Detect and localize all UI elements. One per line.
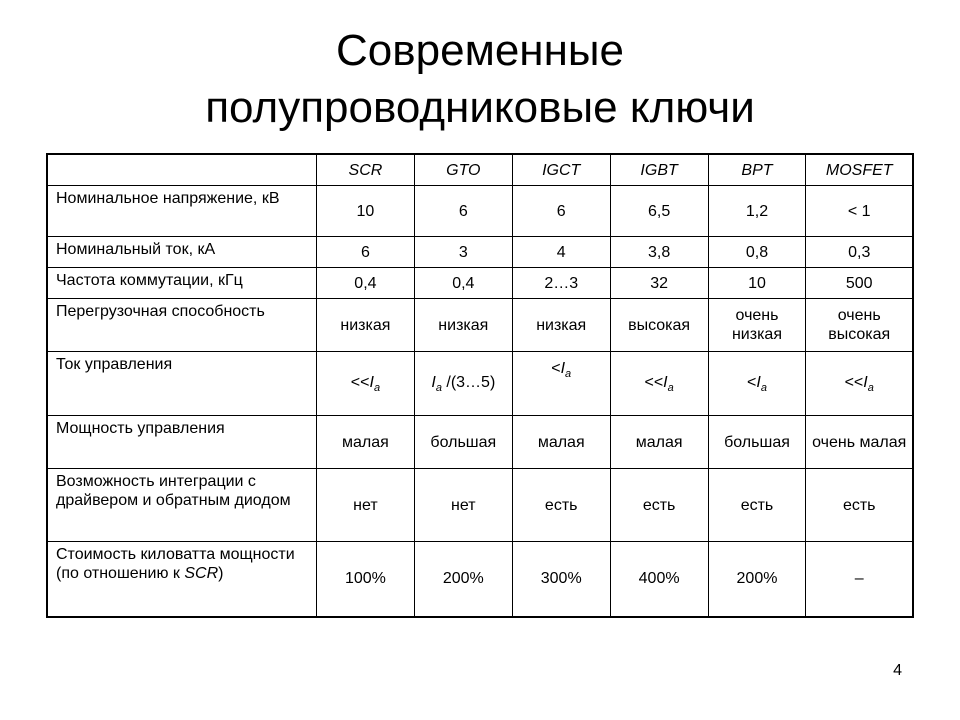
table-cell: 200% xyxy=(708,542,806,617)
column-header-mosfet: MOSFET xyxy=(806,154,913,186)
table-cell: низкая xyxy=(316,299,414,352)
table-cell: 6 xyxy=(414,186,512,237)
table-cell: есть xyxy=(708,469,806,542)
table-cell: очень высокая xyxy=(806,299,913,352)
table-cell: 300% xyxy=(512,542,610,617)
row-label: Перегрузочная способность xyxy=(47,299,316,352)
table-cell: малая xyxy=(316,416,414,469)
table-row-control-current xyxy=(47,352,913,416)
table-cell: нет xyxy=(316,469,414,542)
column-header-bpt: BPT xyxy=(708,154,806,186)
slide-title-line-1: Современные xyxy=(336,26,624,75)
column-header-scr: SCR xyxy=(316,154,414,186)
table-cell: 2…3 xyxy=(512,268,610,299)
row-label: Ток управления xyxy=(47,352,316,416)
table-cell: 10 xyxy=(316,186,414,237)
table-cell: – xyxy=(806,542,913,617)
table-cell: $<I_a$ xyxy=(708,352,806,416)
comparison-table-container xyxy=(46,153,914,618)
row-label: Номинальный ток, кА xyxy=(47,237,316,268)
table-cell: 0,4 xyxy=(316,268,414,299)
table-cell: 6 xyxy=(512,186,610,237)
table-cell: 100% xyxy=(316,542,414,617)
table-cell: $<<I_a$ xyxy=(610,352,708,416)
row-label: Возможность интеграции с драйвером и обратным диодом xyxy=(47,469,316,542)
table-cell: 4 xyxy=(512,237,610,268)
table-cell: большая xyxy=(414,416,512,469)
table-cell: 1,2 xyxy=(708,186,806,237)
table-cell: есть xyxy=(512,469,610,542)
table-cell: 0,8 xyxy=(708,237,806,268)
slide-title-line-2: полупроводниковые ключи xyxy=(205,83,755,132)
table-cell: 6,5 xyxy=(610,186,708,237)
table-cell: высокая xyxy=(610,299,708,352)
table-cell: 10 xyxy=(708,268,806,299)
table-cell: $I_a$ /(3…5) xyxy=(414,352,512,416)
table-cell: 0,3 xyxy=(806,237,913,268)
table-cell: < 1 xyxy=(806,186,913,237)
row-label: Номинальное напряжение, кВ xyxy=(47,186,316,237)
table-row-cost xyxy=(47,542,913,617)
table-cell: 3,8 xyxy=(610,237,708,268)
table-cell: есть xyxy=(806,469,913,542)
row-label: Мощность управления xyxy=(47,416,316,469)
table-cell: 500 xyxy=(806,268,913,299)
column-header-igct: IGCT xyxy=(512,154,610,186)
table-cell: нет xyxy=(414,469,512,542)
table-row-current xyxy=(47,237,913,268)
table-cell: очень малая xyxy=(806,416,913,469)
table-cell: большая xyxy=(708,416,806,469)
table-cell: низкая xyxy=(512,299,610,352)
table-cell: $<<I_a$ xyxy=(806,352,913,416)
slide-title xyxy=(0,22,960,136)
table-row-voltage xyxy=(47,186,913,237)
header-row xyxy=(47,154,913,186)
column-header-gto: GTO xyxy=(414,154,512,186)
table-cell: 32 xyxy=(610,268,708,299)
table-row-frequency xyxy=(47,268,913,299)
table-cell: $<<I_a$ xyxy=(316,352,414,416)
table-cell: $<I_a$ xyxy=(512,352,610,416)
page-number: 4 xyxy=(893,662,902,679)
table-cell: низкая xyxy=(414,299,512,352)
table-row-integration xyxy=(47,469,913,542)
table-cell: малая xyxy=(610,416,708,469)
comparison-table xyxy=(46,153,914,618)
row-label: Частота коммутации, кГц xyxy=(47,268,316,299)
table-cell: очень низкая xyxy=(708,299,806,352)
table-cell: 400% xyxy=(610,542,708,617)
table-cell: 3 xyxy=(414,237,512,268)
table-cell: 6 xyxy=(316,237,414,268)
table-cell: 200% xyxy=(414,542,512,617)
table-row-overload xyxy=(47,299,913,352)
column-header-igbt: IGBT xyxy=(610,154,708,186)
table-cell: малая xyxy=(512,416,610,469)
table-row-control-power xyxy=(47,416,913,469)
row-label: Стоимость киловатта мощности (по отношению к SCR) xyxy=(47,542,316,617)
table-cell: есть xyxy=(610,469,708,542)
header-corner-cell xyxy=(47,154,316,186)
table-cell: 0,4 xyxy=(414,268,512,299)
